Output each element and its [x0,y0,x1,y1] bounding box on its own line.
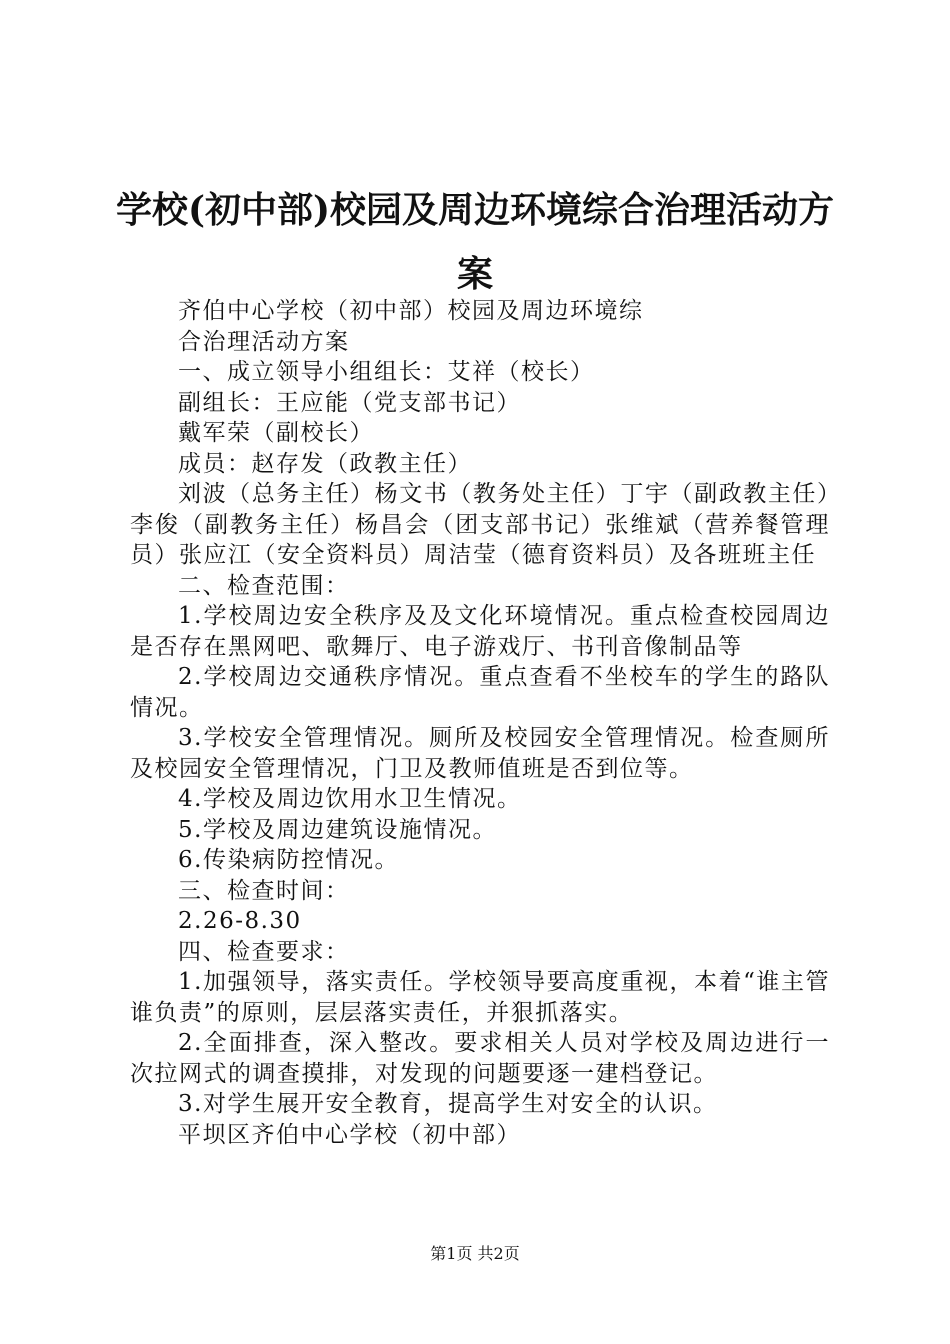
paragraph-scope-6: 6.传染病防控情况。 [178,847,399,873]
paragraph-requirement-2: 2.全面排查，深入整改。要求相关人员对学校及周边进行一次拉网式的调查摸排，对发现的问题要逐一建档登记。 [130,1030,830,1087]
paragraph-school-name: 齐伯中心学校（初中部）校园及周边环境综 [178,298,644,324]
document-title: 学校(初中部)校园及周边环境综合治理活动方案 [115,189,835,295]
paragraph-members-heading: 成员：赵存发（政教主任） [178,450,472,477]
paragraph-scope-4: 4.学校及周边饮用水卫生情况。 [178,786,522,812]
document-body [130,296,830,1150]
paragraph-members-list: 刘波（总务主任）杨文书（教务处主任）丁宇（副政教主任）李俊（副教务主任）杨昌会（团支部书记）张维斌（营养餐管理员）张应江（安全资料员）周洁莹（德育资料员）及各班班主任 [130,481,830,568]
paragraph-plan-name: 合治理活动方案 [178,328,350,355]
paragraph-scope-2: 2.学校周边交通秩序情况。重点查看不坐校车的学生的路队情况。 [130,664,830,721]
paragraph-time-range: 2.26-8.30 [178,908,302,934]
paragraph-section-requirements: 四、检查要求： [178,938,350,965]
paragraph-group-leader: 一、成立领导小组组长：艾祥（校长） [178,359,595,385]
paragraph-section-time: 三、检查时间： [178,877,350,904]
paragraph-scope-1: 1.学校周边安全秩序及及文化环境情况。重点检查校园周边是否存在黑网吧、歌舞厅、电子游戏厅、书刊音像制品等 [130,603,830,660]
paragraph-deputy-leader: 副组长：王应能（党支部书记） [178,389,521,416]
paragraph-section-scope: 二、检查范围： [178,572,350,599]
paragraph-deputy-leader-2: 戴军荣（副校长） [178,420,374,446]
paragraph-signature: 平坝区齐伯中心学校（初中部） [178,1121,521,1148]
page-footer: 第1页 共2页 [430,1244,520,1263]
paragraph-requirement-3: 3.对学生展开安全教育，提高学生对安全的认识。 [178,1091,718,1117]
paragraph-scope-5: 5.学校及周边建筑设施情况。 [178,816,497,843]
paragraph-requirement-1: 1.加强领导，落实责任。学校领导要高度重视，本着“谁主管谁负责”的原则，层层落实责任，并狠抓落实。 [130,969,830,1026]
paragraph-scope-3: 3.学校安全管理情况。厕所及校园安全管理情况。检查厕所及校园安全管理情况，门卫及教师值班是否到位等。 [130,725,830,782]
